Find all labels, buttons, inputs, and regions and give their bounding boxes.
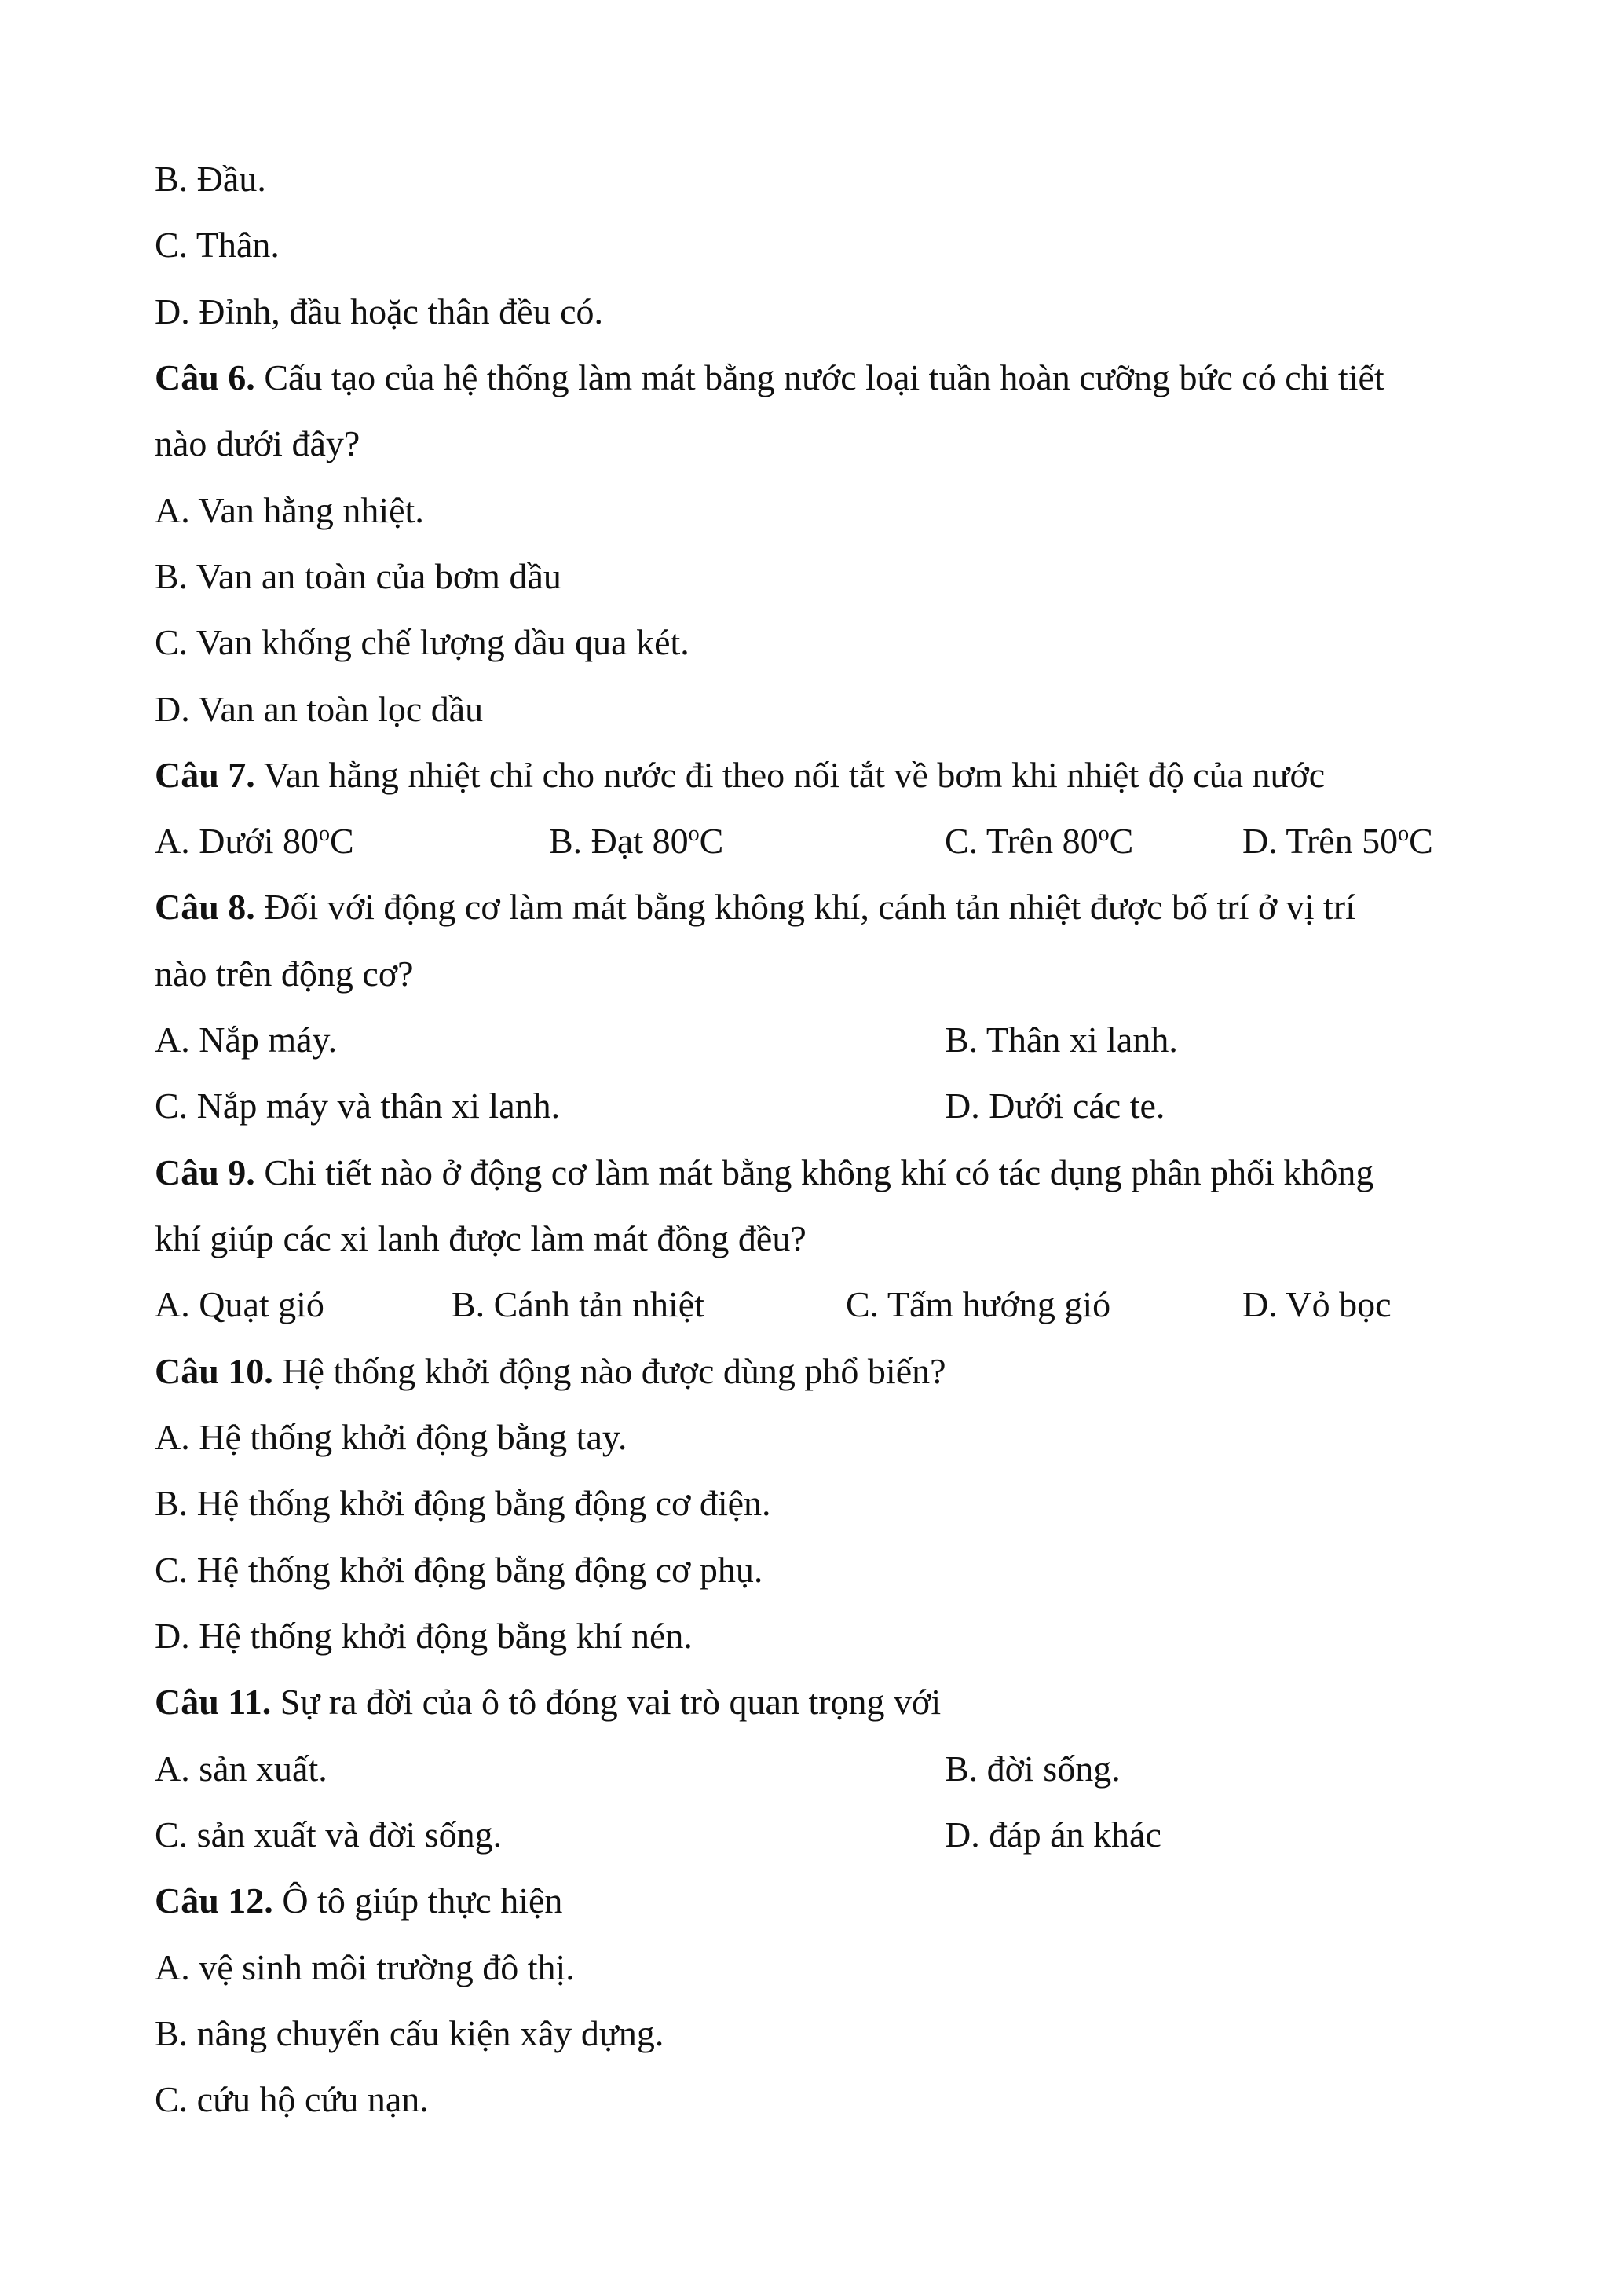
question-text: Cấu tạo của hệ thống làm mát bằng nước loại tuần hoàn cưỡng bức có chi tiết [254, 357, 1384, 397]
question-label: Câu 9. [155, 1152, 255, 1192]
option-a: A. Dưới 80$^o$C [155, 821, 354, 861]
option-b: B. nâng chuyển cấu kiện xây dựng. [155, 2013, 664, 2053]
option-c: C. Trên 80$^o$C [945, 821, 1134, 861]
option-c: C. Van khống chế lượng dầu qua két. [155, 622, 689, 662]
question-label: Câu 12. [155, 1880, 273, 1921]
question-text: Sự ra đời của ô tô đóng vai trò quan trọng với [271, 1682, 942, 1722]
option-d: D. đáp án khác [945, 1814, 1161, 1855]
question-text: Ô tô giúp thực hiện [272, 1880, 563, 1921]
option-b: B. Thân xi lanh. [945, 1020, 1178, 1060]
question-12 [155, 1879, 1490, 1923]
question-label: Câu 7. [155, 755, 255, 795]
option-a: A. Van hằng nhiệt. [155, 490, 424, 530]
option-d: D. Van an toàn lọc dầu [155, 689, 484, 729]
question-text: Chi tiết nào ở động cơ làm mát bằng không khí có tác dụng phân phối không [254, 1152, 1374, 1192]
option-d: D. Dưới các te. [945, 1086, 1165, 1126]
question-6 [155, 356, 1490, 400]
option-c: C. Nắp máy và thân xi lanh. [155, 1086, 561, 1126]
option-b: B. Đạt 80$^o$C [549, 821, 724, 861]
option-d: D. Trên 50$^o$C [1242, 821, 1433, 861]
question-text-continued: nào trên động cơ? [155, 954, 414, 994]
question-text-continued: nào dưới đây? [155, 423, 360, 463]
question-8 [155, 885, 1490, 929]
option-b: B. Cánh tản nhiệt [452, 1284, 704, 1324]
option-c: C. Hệ thống khởi động bằng động cơ phụ. [155, 1550, 763, 1590]
option-a: A. vệ sinh môi trường đô thị. [155, 1947, 575, 1987]
option-b: B. đời sống. [945, 1749, 1121, 1789]
question-text: Hệ thống khởi động nào được dùng phổ biến? [272, 1351, 946, 1391]
question-text: Van hằng nhiệt chỉ cho nước đi theo nối tắt về bơm khi nhiệt độ của nước [254, 755, 1326, 795]
option-c: C. cứu hộ cứu nạn. [155, 2079, 429, 2119]
question-text: Đối với động cơ làm mát bằng không khí, cánh tản nhiệt được bố trí ở vị trí [254, 887, 1355, 927]
question-label: Câu 6. [155, 357, 255, 397]
option-a: A. Nắp máy. [155, 1020, 338, 1060]
option-d: D. Đỉnh, đầu hoặc thân đều có. [155, 291, 604, 331]
question-label: Câu 10. [155, 1351, 273, 1391]
question-text-continued: khí giúp các xi lanh được làm mát đồng đều? [155, 1218, 807, 1258]
option-d: D. Vỏ bọc [1242, 1284, 1392, 1324]
question-10 [155, 1349, 1490, 1393]
option-b: B. Van an toàn của bơm dầu [155, 556, 561, 596]
option-a: A. sản xuất. [155, 1749, 327, 1789]
option-a: A. Hệ thống khởi động bằng tay. [155, 1417, 627, 1457]
option-c: C. Thân. [155, 225, 280, 265]
option-c: C. Tấm hướng gió [846, 1284, 1111, 1324]
question-label: Câu 11. [155, 1682, 272, 1722]
option-c: C. sản xuất và đời sống. [155, 1814, 503, 1855]
option-a: A. Quạt gió [155, 1284, 324, 1324]
question-11 [155, 1680, 1490, 1724]
option-d: D. Hệ thống khởi động bằng khí nén. [155, 1616, 693, 1656]
question-label: Câu 8. [155, 887, 255, 927]
option-b: B. Hệ thống khởi động bằng động cơ điện. [155, 1483, 771, 1523]
question-9 [155, 1151, 1490, 1195]
option-b: B. Đầu. [155, 159, 266, 199]
question-7 [155, 753, 1490, 797]
